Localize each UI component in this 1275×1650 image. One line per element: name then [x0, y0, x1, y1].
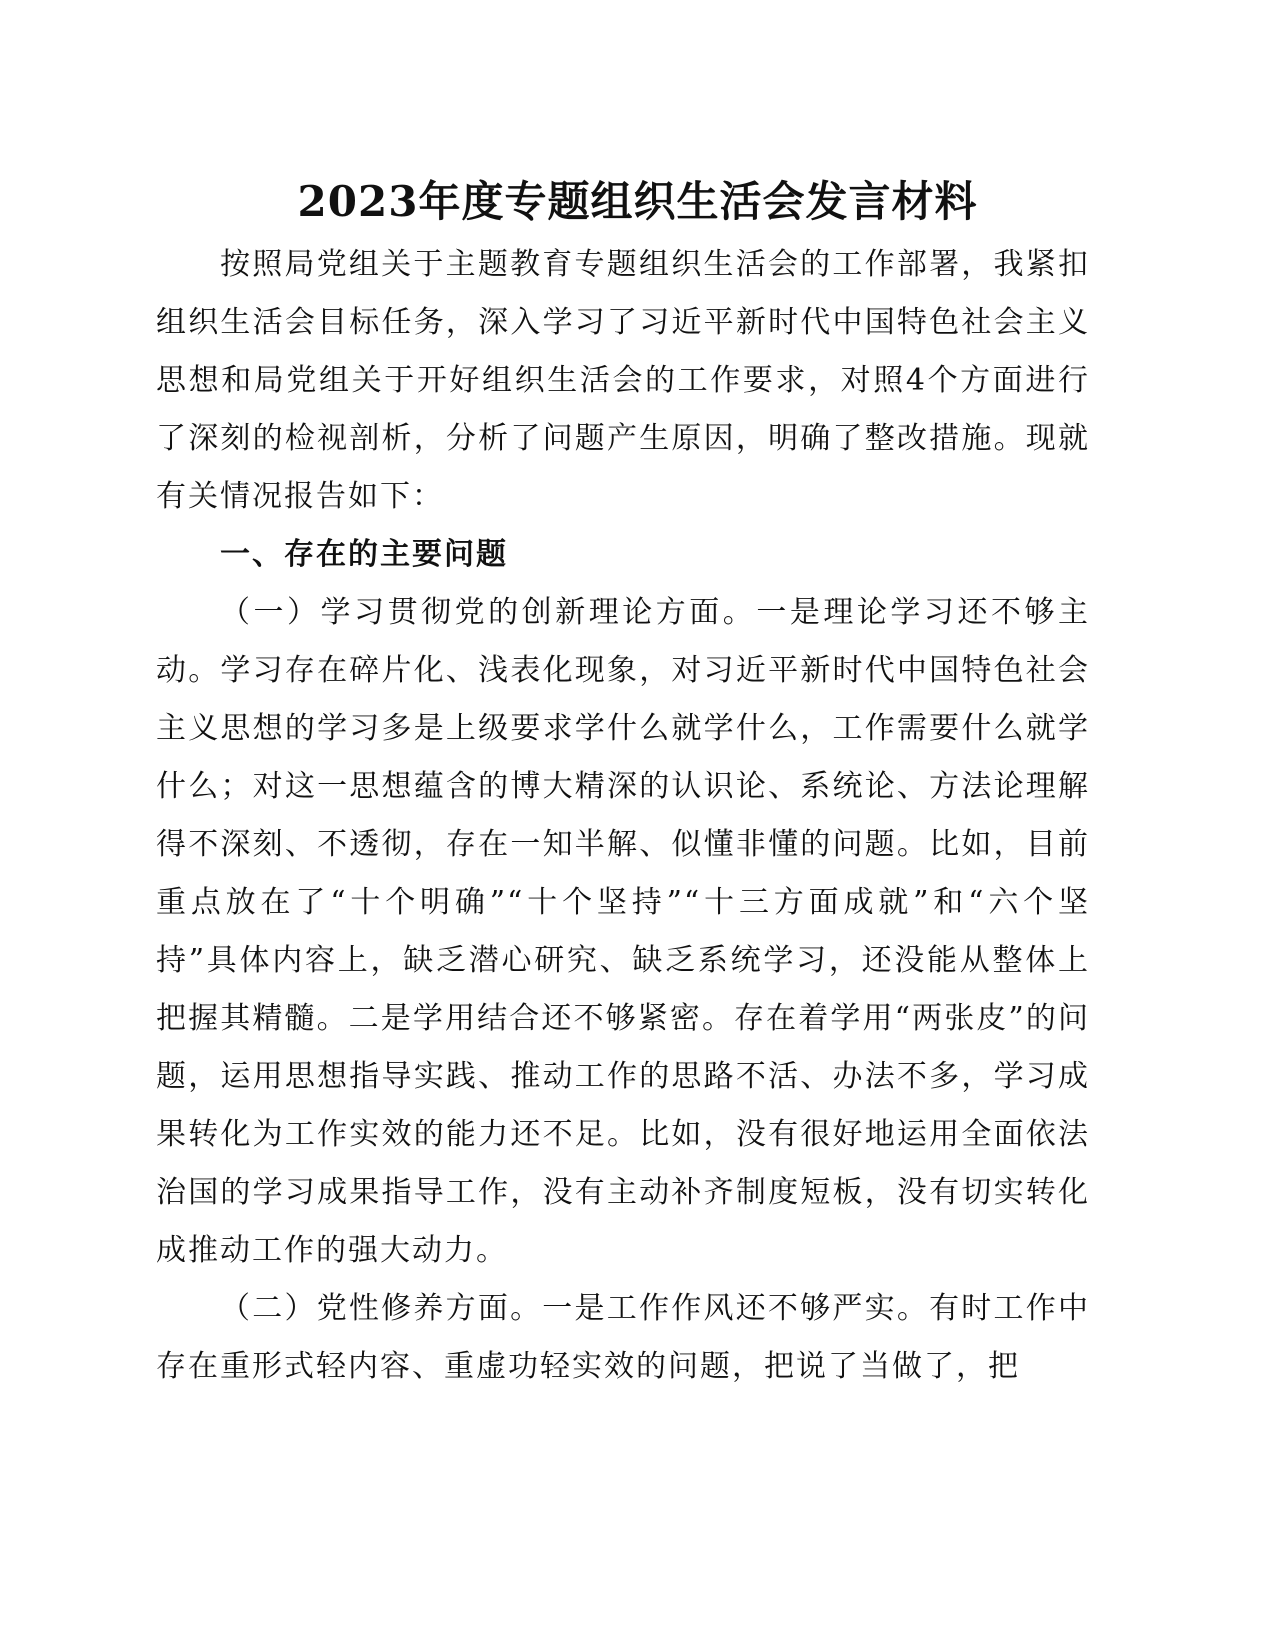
body-paragraph: （一）学习贯彻党的创新理论方面。一是理论学习还不够主动。学习存在碎片化、浅表化现象，对习近平新时代中国特色社会主义思想的学习多是上级要求学什么就学什么，工作需要什么就学什么；对这一思想蕴含的博大精深的认识论、系统论、方法论理解得不深刻、不透彻，存在一知半解、似懂非懂的问题。比如，目前重点放在了“十个明确”“十个坚持”“十三方面成就”和“六个坚持”具体内容上，缺乏潜心研究、缺乏系统学习，还没能从整体上把握其精髓。二是学用结合还不够紧密。存在着学用“两张皮”的问题，运用思想指导实践、推动工作的思路不活、办法不多，学习成果转化为工作实效的能力还不足。比如，没有很好地运用全面依法治国的学习成果指导工作，没有主动补齐制度短板，没有切实转化成推动工作的强大动力。 — [156, 595, 1090, 1268]
intro-paragraph: 按照局党组关于主题教育专题组织生活会的工作部署，我紧扣组织生活会目标任务，深入学习了习近平新时代中国特色社会主义思想和局党组关于开好组织生活会的工作要求，对照4个方面进行了深刻的检视剖析，分析了问题产生原因，明确了整改措施。现就有关情况报告如下： — [156, 247, 1090, 514]
section-heading: 一、存在的主要问题 — [220, 537, 508, 572]
document-body — [156, 236, 1090, 1396]
body-paragraph: （二）党性修养方面。一是工作作风还不够严实。有时工作中存在重形式轻内容、重虚功轻实效的问题，把说了当做了，把 — [156, 1291, 1090, 1384]
document-title: 2023年度专题组织生活会发言材料 — [297, 177, 978, 226]
